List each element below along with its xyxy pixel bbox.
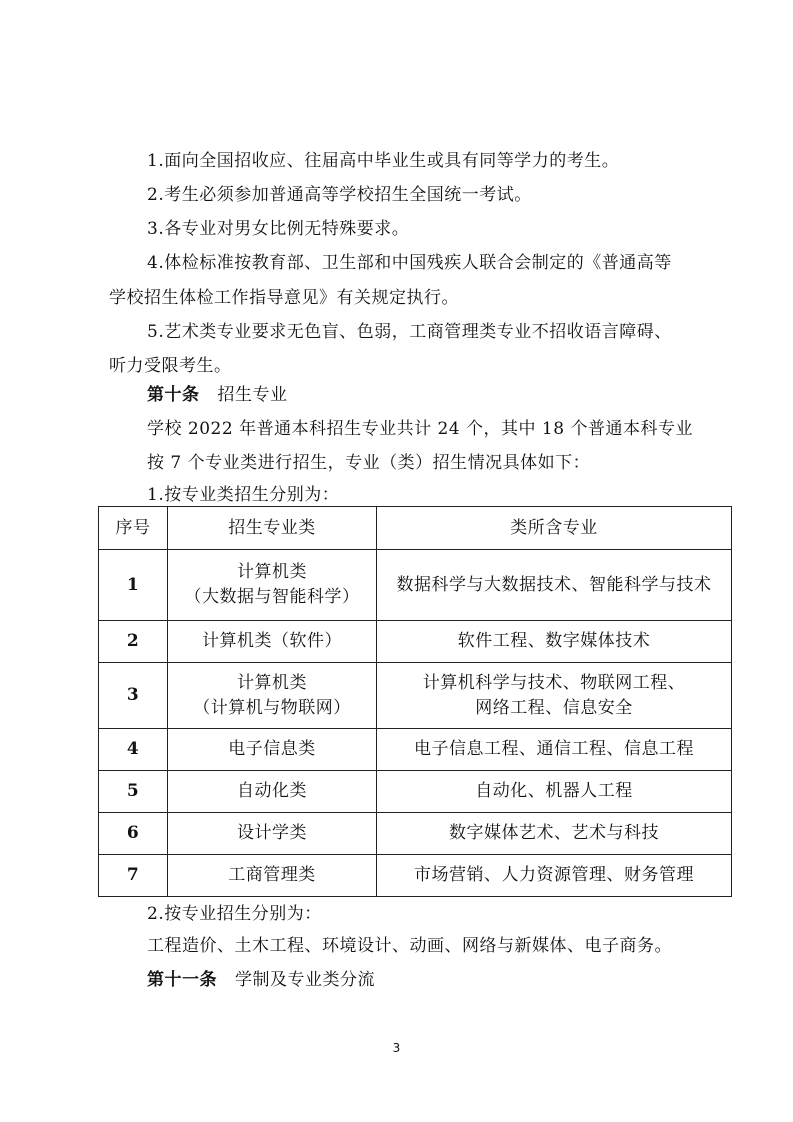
article-11-number: 第十一条	[147, 970, 217, 990]
table-row	[99, 813, 732, 855]
article-10-title: 招生专业	[217, 385, 288, 405]
majors-line: 软件工程、数字媒体技术	[457, 631, 651, 651]
row-number: 6	[99, 813, 168, 855]
majors-line: 网络工程、信息安全	[475, 697, 633, 718]
requirement-1: 1.面向全国招收应、往届高中毕业生或具有同等学力的考生。	[147, 151, 620, 171]
requirement-4-line-1: 4.体检标准按教育部、卫生部和中国残疾人联合会制定的《普通高等	[147, 253, 672, 273]
article-10-heading	[147, 384, 288, 406]
row-category	[168, 550, 377, 621]
majors-line: 自动化、机器人工程	[475, 781, 633, 801]
row-majors	[377, 550, 732, 621]
row-number: 5	[99, 771, 168, 813]
category-line: 工商管理类	[228, 865, 316, 885]
article-10-major-list: 工程造价、土木工程、环境设计、动画、网络与新媒体、电子商务。	[147, 936, 672, 956]
enrollment-table	[98, 506, 732, 897]
row-number: 7	[99, 855, 168, 897]
table-row	[99, 771, 732, 813]
category-line: 计算机类（软件）	[202, 631, 342, 651]
article-10-subheading-2: 2.按专业招生分别为：	[147, 904, 322, 924]
row-category	[168, 855, 377, 897]
row-category	[168, 621, 377, 663]
category-line: 设计学类	[237, 823, 307, 843]
category-line: （计算机与物联网）	[193, 697, 351, 718]
table-row	[99, 621, 732, 663]
article-11-title: 学制及专业类分流	[235, 970, 375, 990]
table-row	[99, 855, 732, 897]
majors-line: 市场营销、人力资源管理、财务管理	[414, 865, 694, 885]
row-majors	[377, 621, 732, 663]
article-10-intro-line-2: 按 7 个专业类进行招生，专业（类）招生情况具体如下：	[147, 453, 591, 473]
article-11-heading	[147, 969, 375, 991]
header-number: 序号	[99, 507, 168, 550]
table-row	[99, 729, 732, 771]
row-number: 3	[99, 663, 168, 729]
majors-line: 数字媒体艺术、艺术与科技	[449, 823, 659, 843]
requirement-3: 3.各专业对男女比例无特殊要求。	[147, 219, 410, 239]
row-number: 2	[99, 621, 168, 663]
row-majors	[377, 771, 732, 813]
header-category: 招生专业类	[168, 507, 377, 550]
category-line: 计算机类	[237, 562, 307, 582]
category-line: 计算机类	[237, 672, 307, 693]
table-row	[99, 663, 732, 729]
table-row	[99, 550, 732, 621]
row-category	[168, 771, 377, 813]
row-majors	[377, 729, 732, 771]
requirement-4-line-2: 学校招生体检工作指导意见》有关规定执行。	[109, 288, 459, 308]
row-number: 4	[99, 729, 168, 771]
row-number: 1	[99, 550, 168, 621]
requirement-5-line-1: 5.艺术类专业要求无色盲、色弱，工商管理类专业不招收语言障碍、	[147, 322, 672, 342]
row-category	[168, 813, 377, 855]
majors-line: 电子信息工程、通信工程、信息工程	[414, 739, 694, 759]
table-header-row	[99, 507, 732, 550]
header-majors: 类所含专业	[377, 507, 732, 550]
article-10-intro-line-1: 学校 2022 年普通本科招生专业共计 24 个，其中 18 个普通本科专业	[147, 419, 693, 439]
majors-line: 计算机科学与技术、物联网工程、	[422, 672, 686, 693]
row-category	[168, 663, 377, 729]
row-majors	[377, 813, 732, 855]
row-majors	[377, 855, 732, 897]
category-line: 自动化类	[237, 781, 307, 801]
article-10-number: 第十条	[147, 385, 200, 405]
category-line: （大数据与智能科学）	[184, 587, 360, 607]
row-majors	[377, 663, 732, 729]
category-line: 电子信息类	[228, 739, 316, 759]
row-category	[168, 729, 377, 771]
requirement-2: 2.考生必须参加普通高等学校招生全国统一考试。	[147, 185, 532, 205]
requirement-5-line-2: 听力受限考生。	[109, 356, 232, 376]
page-number: 3	[392, 1041, 401, 1055]
article-10-subheading-1: 1.按专业类招生分别为：	[147, 485, 340, 505]
majors-line: 数据科学与大数据技术、智能科学与技术	[396, 574, 712, 595]
